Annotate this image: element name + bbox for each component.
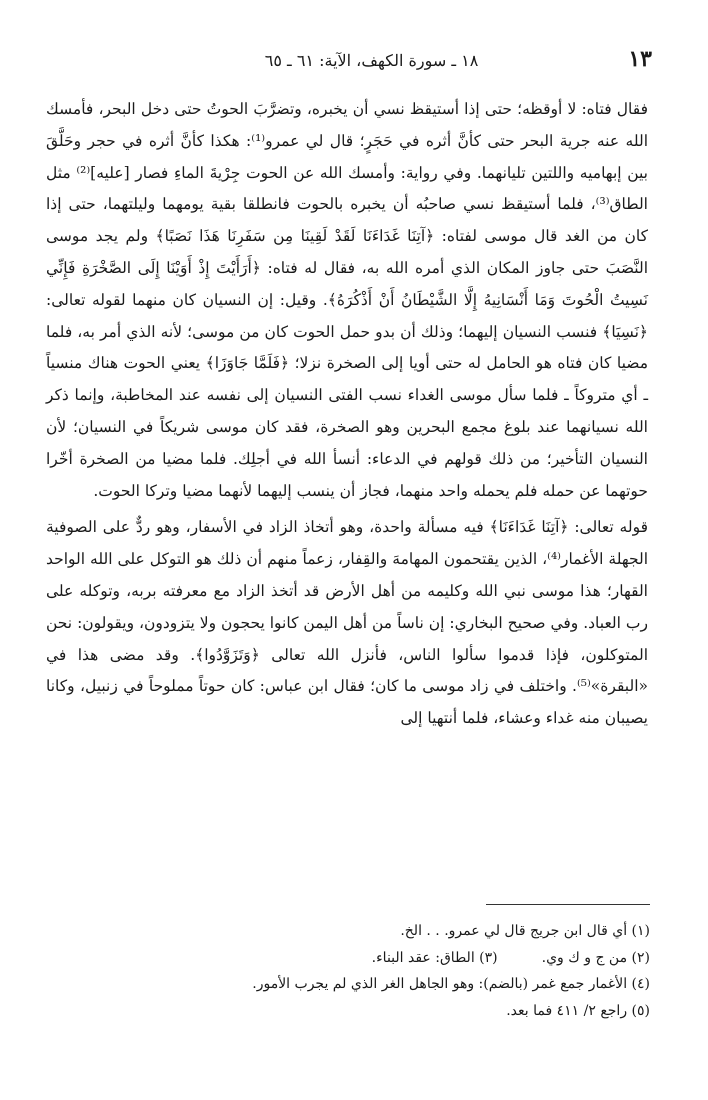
- footnote-2: (٢) من ج و ك وي.: [541, 949, 650, 966]
- footnote-row: [46, 918, 650, 945]
- footnote-row: [46, 945, 650, 972]
- footnote-3: (٣) الطاق: عقد البناء.: [371, 949, 498, 966]
- running-title: ١٨ ـ سورة الكهف، الآية: ٦١ ـ ٦٥: [264, 51, 479, 70]
- page-header: [56, 46, 652, 80]
- footnote-divider: [486, 904, 650, 905]
- footnote-1: (١) أي قال ابن جريج قال لي عمرو. . . الخ.: [400, 923, 650, 939]
- page-number: ١٣: [628, 46, 652, 72]
- footnote-4: (٤) الأغمار جمع غمر (بالضم): وهو الجاهل الغر الذي لم يجرب الأمور.: [252, 976, 650, 993]
- paragraph-2: قوله تعالى: ﴿آتِنَا غَدَاءَنَا﴾ فيه مسألة واحدة، وهو أتخاذ الزاد في الأسفار، وهو ردٌّ على الصوفية الجهلة الأغمار⁽⁴⁾، الذين يقتحمون المهامهَ والقِفار، زعماً منهم أن ذلك هو التوكل على الله الواحد القهار؛ هذا موسى نبي الله وكليمه من أهل الأرض قد أتخذ الزاد مع معرفته بربه، وتوكله على رب العباد. وفي صحيح البخاري: إن ناساً من أهل اليمن كانوا يحجون ولا يتزودون، ويقولون: نحن المتوكلون، فإذا قدموا سألوا الناس، فأنزل الله تعالى ﴿وَتَزَوَّدُوا﴾. وقد مضى هذا في «البقرة»⁽⁵⁾. واختلف في زاد موسى ما كان؛ فقال ابن عباس: كان حوتاً مملوحاً في زنبيل، وكانا يصيبان منه غداء وعشاء، فلما أنتهيا إلى: [46, 518, 648, 728]
- footnote-row: [46, 998, 650, 1025]
- paragraph-1: فقال فتاه: لا أوقظه؛ حتى إذا أستيقظ نسي أن يخبره، وتضرَّبَ الحوتُ حتى دخل البحر، فأمسك الله عنه جرية البحر حتى كأنَّ أثره في حَجَرٍ؛ قال لي عمرو⁽¹⁾: هكذا كأنَّ أثره في حجر وحَلَّقَ بين إبهاميه واللتين تليانهما. وفي رواية: وأمسك الله عن الحوت جِرْيةَ الماءِ فصار [عليه]⁽²⁾ مثل الطاق⁽³⁾، فلما أستيقظ نسي صاحبُه أن يخبره بالحوت فانطلقا بقية يومهما وليلتهما، حتى إذا كان من الغد قال موسى لفتاه: ﴿آتِنَا غَدَاءَنَا لَقَدْ لَقِينَا مِن سَفَرِنَا هَذَا نَصَبًا﴾ ولم يجد موسى النَّصَبَ حتى جاوز المكان الذي أمره الله به، فقال له فتاه: ﴿أَرَأَيْتَ إِذْ أَوَيْنَا إِلَى الصَّخْرَةِ فَإِنِّي نَسِيتُ الْحُوتَ وَمَا أَنْسَانِيهُ إِلَّا الشَّيْطَانُ أَنْ أَذْكُرَهُ﴾. وقيل: إن النسيان كان منهما لقوله تعالى: ﴿نَسِيَا﴾ فنسب النسيان إليهما؛ وذلك أن بدو حمل الحوت كان من موسى؛ لأنه الذي أمر به، فلما مضيا كان فتاه هو الحامل له حتى أويا إلى الصخرة نزلا؛ ﴿فَلَمَّا جَاوَزَا﴾ يعني الحوت هناك منسياً ـ أي متروكاً ـ فلما سأل موسى الغداء نسب الفتى النسيان إلى نفسه عند المخاطبة، وإنما ذكر الله نسيانهما عند بلوغ مجمع البحرين وهو الصخرة، فقد كان موسى شريكاً في النسيان؛ لأن النسيان التأخير؛ من ذلك قولهم في الدعاء: أنسأ الله في أجلِك. فلما مضيا من الصخرة أخّرا حوتهما عن حمله فلم يحمله واحد منهما، فجاز أن ينسب إليهما لأنهما مضيا وتركا الحوت.: [46, 100, 648, 500]
- main-text: [46, 94, 648, 735]
- footnotes: [46, 918, 650, 1024]
- footnote-row: [46, 971, 650, 998]
- footnote-5: (٥) راجع ٢/ ٤١١ فما بعد.: [506, 1002, 650, 1019]
